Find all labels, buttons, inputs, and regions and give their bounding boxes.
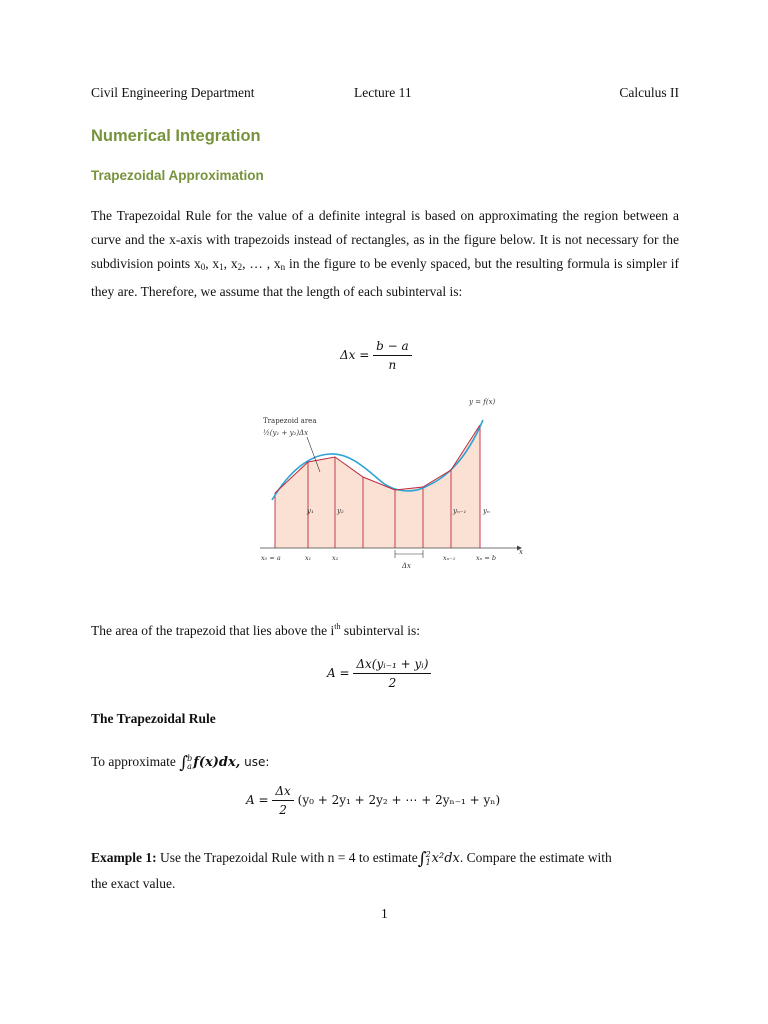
area-denominator: 2 (388, 676, 397, 690)
example-1-line2: the exact value. (91, 876, 176, 891)
y1-label: y₁ (307, 507, 314, 515)
x-axis-label: x (519, 548, 523, 556)
delta-x-numerator: b − a (373, 339, 412, 356)
rule-numerator: Δx (272, 784, 293, 801)
example-integral: ∫ 2 1 x²dx (417, 849, 460, 869)
delta-x-denominator: n (388, 358, 397, 372)
yn-label: yₙ (483, 507, 490, 515)
yn-1-label: yₙ₋₁ (453, 507, 467, 515)
example-1: Example 1: Use the Trapezoidal Rule with n = 4 to estimate∫ 2 1 x²dx. Compare the estimate with (91, 849, 612, 869)
header-lecture: Lecture 11 (354, 85, 412, 100)
approximate-sentence: To approximate ∫ b a f(x)dx, use: (91, 753, 270, 773)
trapezoid-fill (275, 425, 480, 548)
y2-label: y₂ (337, 507, 344, 515)
xn-1-label: xₙ₋₁ (443, 554, 456, 562)
trapezoid-figure (255, 390, 535, 575)
rule-sum: (y₀ + 2y₁ + 2y₂ + ⋯ + 2yₙ₋₁ + yₙ) (297, 793, 501, 807)
trapezoid-area-equation: A = $\frac{\text{Δx(yᵢ₋₁ + yᵢ)}}{2}$ (327, 657, 431, 690)
integral-sign: ∫ (179, 753, 189, 773)
x2-label: x₂ (332, 554, 339, 562)
delta-x-equation: Δx = $\frac{b - a}{n}$ (340, 339, 412, 372)
x0-label: x₀ = a (261, 554, 281, 562)
delta-x-label: Δx (402, 562, 412, 570)
area-numerator: Δx(yᵢ₋₁ + yᵢ) (353, 657, 431, 674)
rule-heading: The Trapezoidal Rule (91, 711, 216, 726)
integral-expression: ∫ b a f(x)dx, (179, 753, 241, 773)
page-number: 1 (381, 906, 388, 921)
trapezoidal-rule-equation: A = $\frac{\Delta x}{2}$ (y₀ + 2y₁ + 2y₂ + ⋯ + 2yₙ₋₁ + yₙ) (246, 784, 501, 817)
delta-x-marker (395, 550, 423, 558)
header-course: Calculus II (619, 85, 679, 100)
curve-label: y = f(x) (469, 398, 496, 406)
section-subtitle: Trapezoidal Approximation (91, 168, 264, 183)
trapezoid-area-label: Trapezoid area (263, 417, 317, 425)
header-department: Civil Engineering Department (91, 85, 255, 100)
page-header (91, 85, 679, 103)
x1-label: x₁ (305, 554, 312, 562)
section-title: Numerical Integration (91, 127, 261, 145)
xn-label: xₙ = b (476, 554, 497, 562)
area-sentence: The area of the trapezoid that lies above the $i^{th}$ subinterval is: (91, 622, 420, 638)
trapezoid-area-formula: ½(y₁ + y₂)Δx (263, 429, 309, 437)
rule-denominator: 2 (279, 803, 287, 817)
intro-paragraph: The Trapezoidal Rule for the value of a definite integral is based on approximating the region between a curve and the x-axis with trapezoids instead of rectangles, as in the figure below. It is not necessary for the subdivision points $x_0$, $x_1$, $x_2$, … , $x_n$ in the figure to be evenly spaced, but the resulting formula is simpler if they are. Therefore, we assume that the length of each subinterval is: (91, 208, 679, 299)
